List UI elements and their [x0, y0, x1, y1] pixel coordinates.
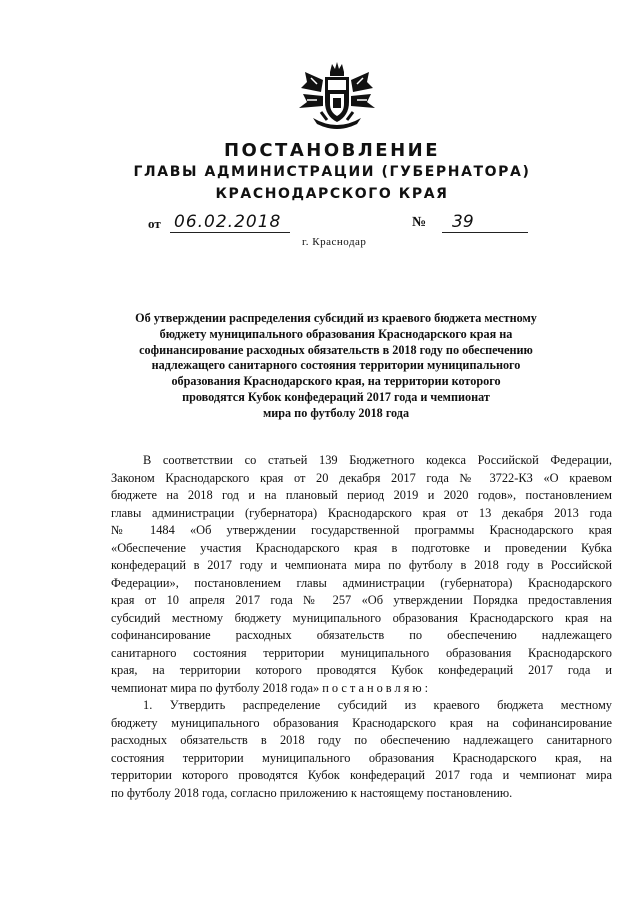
title-line: проводятся Кубок конфедераций 2017 года и чемпионат	[182, 389, 490, 404]
body-line: № 1484 «Об утверждении государственной программы Краснодарского края	[111, 523, 612, 537]
title-line: образования Краснодарского края, на территории которого	[171, 374, 501, 389]
body-line: конфедераций в 2017 году и чемпионата мира по футболу в 2018 году в Российской	[111, 558, 612, 572]
title-line: надлежащего санитарного состояния территории муниципального	[151, 358, 521, 373]
issuer-line: ГЛАВЫ АДМИНИСТРАЦИИ (ГУБЕРНАТОРА)	[133, 164, 531, 180]
handwritten-number: 39	[442, 212, 528, 233]
item-line: по футболу 2018 года, согласно приложению к настоящему постановлению.	[111, 785, 513, 800]
body-line: края, на территории которого проводятся Кубок конфедераций 2017 года и	[111, 663, 612, 677]
decree-title	[110, 311, 562, 422]
body-line: санитарного состояния территории муниципального образования Краснодарского	[111, 645, 612, 660]
body-line: «Обеспечение участия Краснодарского края в подготовке и проведении Кубка	[111, 540, 612, 555]
body-line: чемпионат мира по футболу 2018 года»	[111, 680, 320, 695]
item-line: расходных обязательств в 2018 году по обеспечению надлежащего санитарного	[111, 733, 612, 747]
body-line: края от 10 апреля 2017 года № 257 «Об утверждении Порядка предоставления	[111, 593, 612, 607]
decree-word: постановляю:	[322, 680, 432, 695]
body-line: В соответствии со статьей 139 Бюджетного кодекса Российской Федерации,	[143, 453, 612, 467]
title-line: бюджету муниципального образования Краснодарского края на	[159, 326, 513, 341]
body-line: главы администрации (губернатора) Краснодарского края от 13 декабря 2013 года	[111, 505, 612, 520]
date-label: от	[148, 216, 161, 231]
body-line: Федерации», постановлением главы администрации (губернатора) Краснодарского	[111, 575, 612, 590]
body-line: субсидий местному бюджету муниципального образования Краснодарского края на	[111, 610, 612, 625]
handwritten-date: 06.02.2018	[170, 212, 290, 233]
item-line: состояния территории муниципального образования Краснодарского края, на	[111, 750, 612, 765]
date-number-line	[0, 212, 640, 236]
title-line: Об утверждении распределения субсидий из краевого бюджета местному	[135, 311, 537, 325]
item-line: 1. Утвердить распределение субсидий из краевого бюджета местному	[143, 698, 612, 712]
item-line: территории которого проводятся Кубок конфедераций 2017 года и чемпионат мира	[111, 768, 612, 782]
document-type-title: ПОСТАНОВЛЕНИЕ	[223, 140, 441, 161]
coat-of-arms-icon	[297, 60, 377, 132]
body-line: софинансирование расходных обязательств по обеспечению надлежащего	[111, 628, 612, 642]
title-line: мира по футболу 2018 года	[262, 405, 410, 420]
item-line: бюджету муниципального образования Краснодарского края на софинансирование	[111, 715, 612, 730]
body-line-last	[111, 680, 612, 698]
body-line: бюджете на 2018 год и на плановый период 2019 и 2020 годов», постановлением	[111, 488, 612, 502]
decree-body	[111, 452, 612, 802]
body-line: Законом Краснодарского края от 20 декабря 2017 года № 3722-КЗ «О краевом	[111, 470, 612, 485]
city-name: г. Краснодар	[302, 236, 367, 248]
region-line: КРАСНОДАРСКОГО КРАЯ	[215, 186, 449, 202]
number-label: №	[412, 215, 427, 230]
title-line: софинансирование расходных обязательств в 2018 году по обеспечению	[139, 342, 533, 357]
